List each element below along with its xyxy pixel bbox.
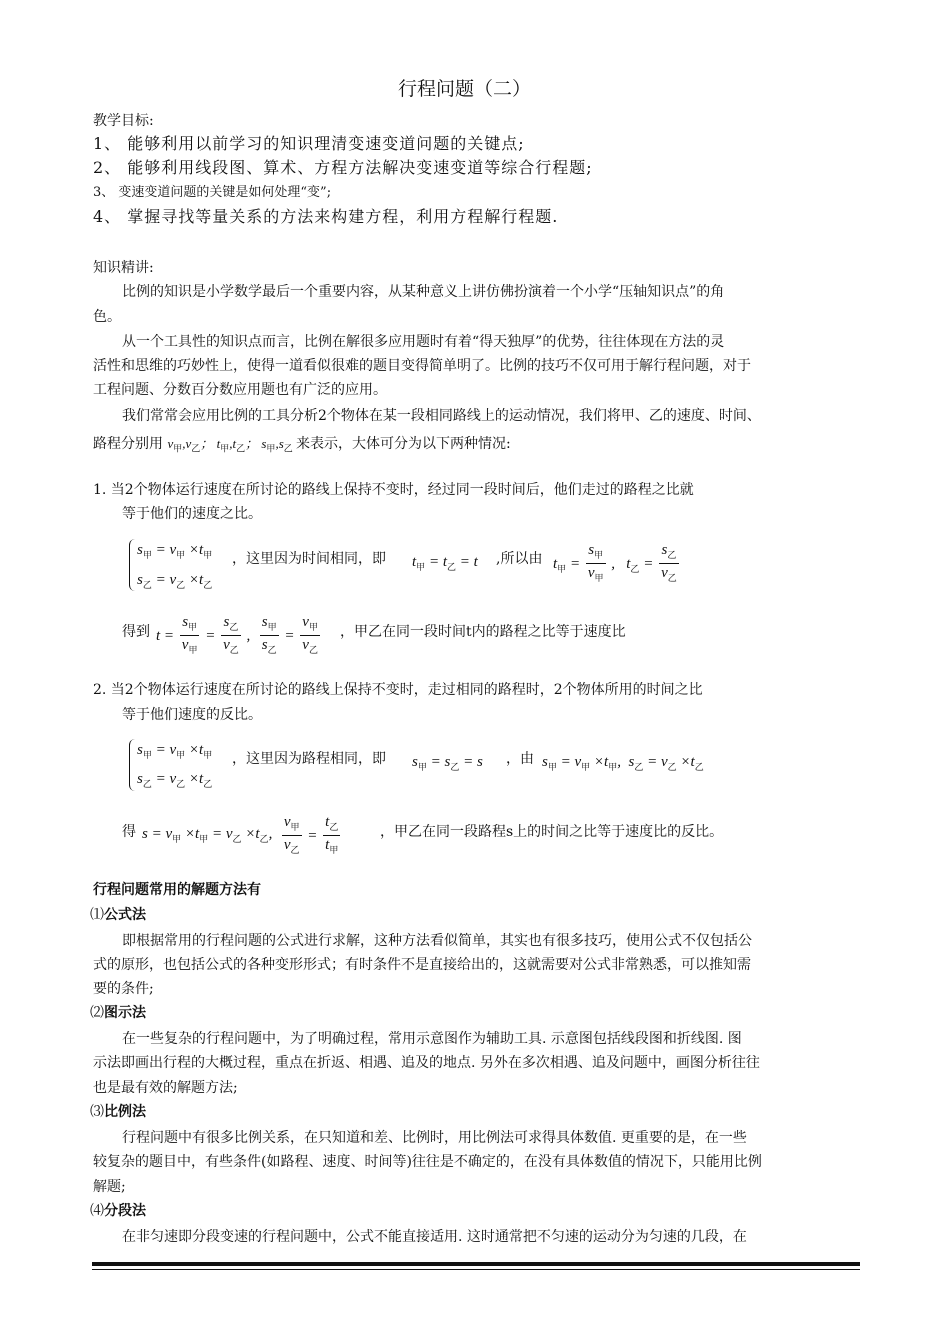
case-1-line: 1. 当2个物体运行速度在所讨论的路线上保持不变时，经过同一段时间后，他们走过的路程之比就: [93, 482, 694, 498]
paragraph-text: 路程分别用: [93, 436, 163, 452]
page-title: 行程问题（二）: [398, 78, 532, 100]
equation-t-jia: $t_甲$ = $\frac{s_甲}{v_甲}$ , $t_乙$ = $\frac{s_乙}{v_乙}$: [553, 542, 677, 583]
paragraph-line: 工程问题、分数百分数应用题也有广泛的应用。: [93, 382, 387, 398]
case-1-result-prefix: 得到: [122, 624, 150, 640]
equation-s-yi: $s_乙 = v_乙 \times t_乙$: [137, 572, 213, 590]
paragraph-line: 活性和思维的巧妙性上，使得一道看似很难的题目变得简单明了。比例的技巧不仅可用于解行程问题，对于: [93, 358, 751, 374]
paragraph-line: 要的条件;: [93, 981, 154, 997]
equation-case-2-formula: $s_甲 = v_甲 \times t_甲$, $s_乙 = v_乙 \times t_乙$: [542, 754, 704, 772]
knowledge-heading: 知识精讲:: [93, 260, 154, 276]
case-2-line: 等于他们速度的反比。: [122, 707, 262, 723]
methods-heading: 行程问题常用的解题方法有: [93, 882, 261, 898]
case-1-result-text: ，甲乙在同一段时间t内的路程之比等于速度比: [340, 624, 626, 640]
paragraph-line: [93, 434, 511, 459]
paragraph-line: 解题;: [93, 1179, 126, 1195]
method-1-heading: ⑴公式法: [90, 907, 146, 923]
equation-brace: [129, 739, 136, 791]
method-2-heading: ⑵图示法: [90, 1005, 146, 1021]
paragraph-line: 行程问题中有很多比例关系，在只知道和差、比例时，用比例法可求得具体数值. 更重要的是，在一些: [122, 1130, 747, 1146]
paragraph-line: 较复杂的题目中，有些条件(如路程、速度、时间等)往往是不确定的，在没有具体数值的情况下，只能用比例: [93, 1154, 762, 1170]
equation-s-jia: $s_甲 = v_甲 \times t_甲$: [137, 542, 213, 560]
equation-brace: [129, 539, 136, 591]
footer-rule-thin: [92, 1269, 860, 1270]
equation-case-2-result: $s = v_甲 \times t_甲 = v_乙 \times t_乙$, $\frac{v_甲}{v_乙}$ = $\frac{t_乙}{t_甲}$: [142, 814, 339, 855]
equation-s-jia: $s_甲 = v_甲 \times t_甲$: [137, 742, 213, 760]
goal-item: 3、 变速变道问题的关键是如何处理“变”;: [93, 185, 332, 200]
case-2-explanation: ，这里因为路程相同，即: [232, 751, 386, 767]
paragraph-line: 也是最有效的解题方法;: [93, 1080, 238, 1096]
case-2-explanation: ，由: [506, 751, 534, 767]
case-1-explanation: ,所以由: [496, 551, 543, 567]
equation-time-equal: $t_甲 = t_乙 = t$: [412, 554, 478, 572]
paragraph-line: 在一些复杂的行程问题中，为了明确过程，常用示意图作为辅助工具. 示意图包括线段图和折线图. 图: [122, 1031, 742, 1047]
speed-symbols: $v_甲,v_乙$； $t_甲,t_乙$； $s_甲,s_乙$: [167, 436, 293, 454]
paragraph-line: 从一个工具性的知识点而言，比例在解很多应用题时有着“得天独厚”的优势，往往体现在方法的灵: [122, 334, 725, 350]
goals-heading: 教学目标:: [93, 113, 154, 129]
equation-s-yi: $s_乙 = v_乙 \times t_乙$: [137, 771, 213, 789]
paragraph-line: 即根据常用的行程问题的公式进行求解，这种方法看似简单，其实也有很多技巧，使用公式不仅包括公: [122, 933, 752, 949]
equation-distance-equal: $s_甲 = s_乙 = s$: [412, 754, 483, 772]
case-1-line: 等于他们的速度之比。: [122, 506, 262, 522]
paragraph-line: 式的原形，也包括公式的各种变形形式；有时条件不是直接给出的，这就需要对公式非常熟悉，可以推知需: [93, 957, 751, 973]
case-2-result-text: ，甲乙在同一段路程s上的时间之比等于速度比的反比。: [380, 824, 724, 840]
equation-case-1-result: t = $\frac{s_甲}{v_甲}$ = $\frac{s_乙}{v_乙}$ , $\frac{s_甲}{s_乙}$ = $\frac{v_甲}{v_乙}$: [156, 614, 318, 655]
goal-item: 4、 掌握寻找等量关系的方法来构建方程，利用方程解行程题.: [93, 207, 559, 226]
paragraph-line: 我们常常会应用比例的工具分析2个物体在某一段相同路线上的运动情况，我们将甲、乙的速度、时间、: [122, 408, 761, 424]
paragraph-line: 比例的知识是小学数学最后一个重要内容，从某种意义上讲仿佛扮演着一个小学“压轴知识点”的角: [122, 284, 725, 300]
paragraph-line: 示法即画出行程的大概过程，重点在折返、相遇、追及的地点. 另外在多次相遇、追及问题中，画图分析往往: [93, 1055, 760, 1071]
case-2-line: 2. 当2个物体运行速度在所讨论的路线上保持不变时，走过相同的路程时，2个物体所用的时间之比: [93, 682, 703, 698]
paragraph-line: 色。: [93, 309, 121, 325]
footer-rule-thick: [92, 1262, 860, 1266]
paragraph-line: 在非匀速即分段变速的行程问题中，公式不能直接适用. 这时通常把不匀速的运动分为匀速的几段，在: [122, 1229, 747, 1245]
goal-item: 1、 能够利用以前学习的知识理清变速变道问题的关键点;: [93, 134, 525, 153]
method-3-heading: ⑶比例法: [90, 1104, 146, 1120]
goal-item: 2、 能够利用线段图、算术、方程方法解决变速变道等综合行程题;: [93, 158, 593, 177]
case-1-explanation: ，这里因为时间相同，即: [232, 551, 386, 567]
method-4-heading: ⑷分段法: [90, 1203, 146, 1219]
paragraph-text: 来表示，大体可分为以下两种情况:: [296, 436, 511, 452]
case-2-result-prefix: 得: [122, 824, 136, 840]
